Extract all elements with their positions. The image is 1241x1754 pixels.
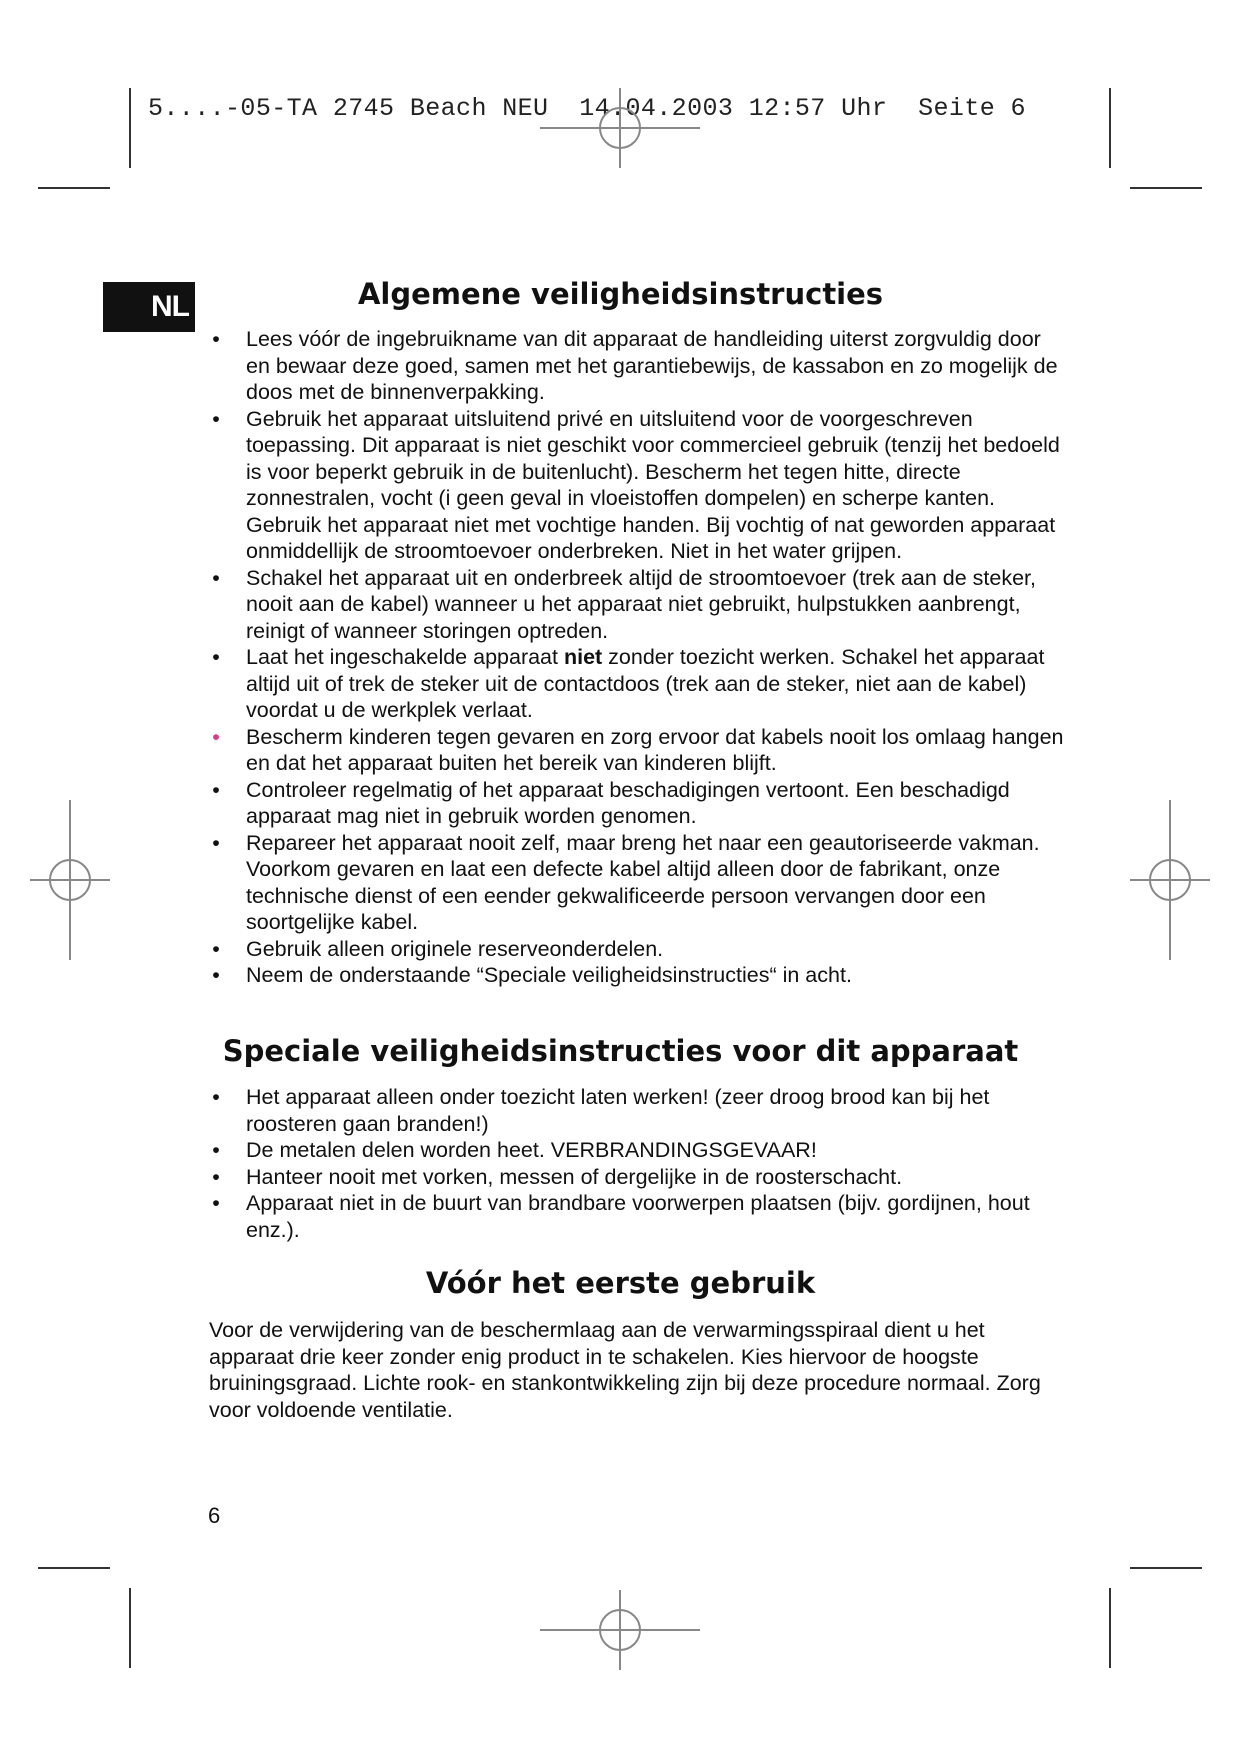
section-title-general: Algemene veiligheidsinstructies <box>357 277 884 311</box>
bullet-icon: • <box>212 777 220 802</box>
bullet-icon: • <box>212 1138 220 1162</box>
list-item <box>208 1084 1068 1137</box>
list-item-text: Neem de onderstaande “Speciale veiligheidsinstructies“ in acht. <box>246 963 852 987</box>
crop-mark-top-right-horizontal <box>1130 187 1202 189</box>
list-item <box>208 962 1068 989</box>
list-item-text: Hanteer nooit met vorken, messen of dergelijke in de roosterschacht. <box>246 1164 903 1189</box>
registration-mark-right <box>1130 800 1210 960</box>
registration-mark-bottom <box>540 1590 700 1670</box>
list-item <box>208 565 1068 645</box>
list-item-text-after: zonder toezicht werken. Schakel het apparaat altijd uit of trek de steker uit de contactdoos (trek aan de steker, niet aan de kabel) voordat u de werkplek verlaat. <box>246 645 1045 722</box>
list-item-text: Bescherm kinderen tegen gevaren en zorg ervoor dat kabels nooit los omlaag hangen en dat het apparaat buiten het bereik van kinderen blijft. <box>246 724 1064 775</box>
bullet-icon: • <box>212 406 220 431</box>
registration-mark-left <box>30 800 110 960</box>
bullet-icon: • <box>212 830 220 855</box>
list-item-text: Apparaat niet in de buurt van brandbare voorwerpen plaatsen (bijv. gordijnen, hout enz.). <box>246 1191 1030 1242</box>
bullet-icon: • <box>212 963 220 987</box>
bullet-icon: • <box>212 1191 220 1215</box>
bullet-icon: • <box>212 645 220 669</box>
list-item-text: De metalen delen worden heet. VERBRANDINGSGEVAAR! <box>246 1138 817 1162</box>
list-item <box>208 1190 1068 1243</box>
list-item-text: Schakel het apparaat uit en onderbreek altijd de stroomtoevoer (trek aan de steker, nooit aan de kabel) wanneer u het apparaat niet gebruikt, hulpstukken aanbrengt, reinigt of wanneer storingen optreden. <box>246 565 1036 643</box>
bullet-icon: • <box>212 565 220 590</box>
list-item <box>208 936 1068 963</box>
crop-mark-bottom-left-vertical <box>129 1588 131 1668</box>
special-instructions-list <box>208 1084 1068 1243</box>
bullet-icon: • <box>212 936 220 961</box>
bullet-icon: • <box>212 1164 220 1189</box>
crop-mark-bottom-left-horizontal <box>38 1567 110 1569</box>
bullet-icon: • <box>212 1085 220 1109</box>
crop-mark-top-left-vertical <box>129 88 131 168</box>
list-item-text: Repareer het apparaat nooit zelf, maar breng het naar een geautoriseerde vakman. Voorkom gevaren en laat een defecte kabel altijd alleen door de fabrikant, onze technische dienst of een eender gekwalificeerde persoon vervangen door een soortgelijke kabel. <box>246 830 1040 934</box>
list-item-text: Lees vóór de ingebruikname van dit apparaat de handleiding uiterst zorgvuldig door en bewaar deze goed, samen met het garantiebewijs, de kassabon en zo mogelijk de doos met de binnenverpakking. <box>246 327 1058 404</box>
language-tab: NL <box>103 282 195 332</box>
page-number: 6 <box>208 1503 221 1528</box>
list-item-text: Het apparaat alleen onder toezicht laten werken! (zeer droog brood kan bij het roosteren gaan branden!) <box>246 1085 990 1136</box>
first-use-paragraph: Voor de verwijdering van de beschermlaag aan de verwarmingsspiraal dient u het apparaat drie keer zonder enig product in te schakelen. Kies hiervoor de hoogste bruiningsgraad. Lichte rook- en stankontwikkeling zijn bij deze procedure normaal. Zorg voor voldoende ventilatie. <box>209 1318 1041 1422</box>
registration-mark-top <box>540 88 700 168</box>
list-item-text: Controleer regelmatig of het apparaat beschadigingen vertoont. Een beschadigd apparaat mag niet in gebruik worden genomen. <box>246 777 1010 828</box>
print-header: 5....-05-TA 2745 Beach NEU 14.04.2003 12:57 Uhr Seite 6 <box>148 94 1026 123</box>
bullet-icon: • <box>212 327 220 351</box>
bullet-icon: • <box>212 724 220 749</box>
list-item-text: Gebruik alleen originele reserveonderdelen. <box>246 936 664 961</box>
list-item <box>208 406 1068 565</box>
crop-mark-top-left-horizontal <box>38 187 110 189</box>
list-item <box>208 1137 1068 1164</box>
list-item <box>208 777 1068 830</box>
list-item-text: Gebruik het apparaat uitsluitend privé en uitsluitend voor de voorgeschreven toepassing. Dit apparaat is niet geschikt voor commercieel gebruik (tenzij het bedoeld is voor beperkt gebruik in de buitenlucht). Bescherm het tegen hitte, directe zonnestralen, vocht (i geen geval in vloeistoffen dompelen) en scherpe kanten. Gebruik het apparaat niet met vochtige handen. Bij vochtig of nat geworden apparaat onmiddellijk de stroomtoevoer onderbreken. Niet in het water grijpen. <box>246 406 1060 563</box>
list-item <box>208 326 1068 406</box>
general-instructions-list <box>208 326 1068 989</box>
crop-mark-bottom-right-vertical <box>1109 1588 1111 1668</box>
list-item-emphasis: niet <box>563 645 603 669</box>
list-item-text-before: Laat het ingeschakelde apparaat <box>246 645 564 669</box>
crop-mark-bottom-right-horizontal <box>1130 1567 1202 1569</box>
list-item <box>208 1164 1068 1191</box>
crop-mark-top-right-vertical <box>1109 88 1111 168</box>
list-item <box>208 644 1068 724</box>
section-title-special: Speciale veiligheidsinstructies voor dit apparaat <box>222 1034 1019 1068</box>
section-title-first-use: Vóór het eerste gebruik <box>425 1266 816 1300</box>
list-item <box>208 724 1068 777</box>
list-item <box>208 830 1068 936</box>
